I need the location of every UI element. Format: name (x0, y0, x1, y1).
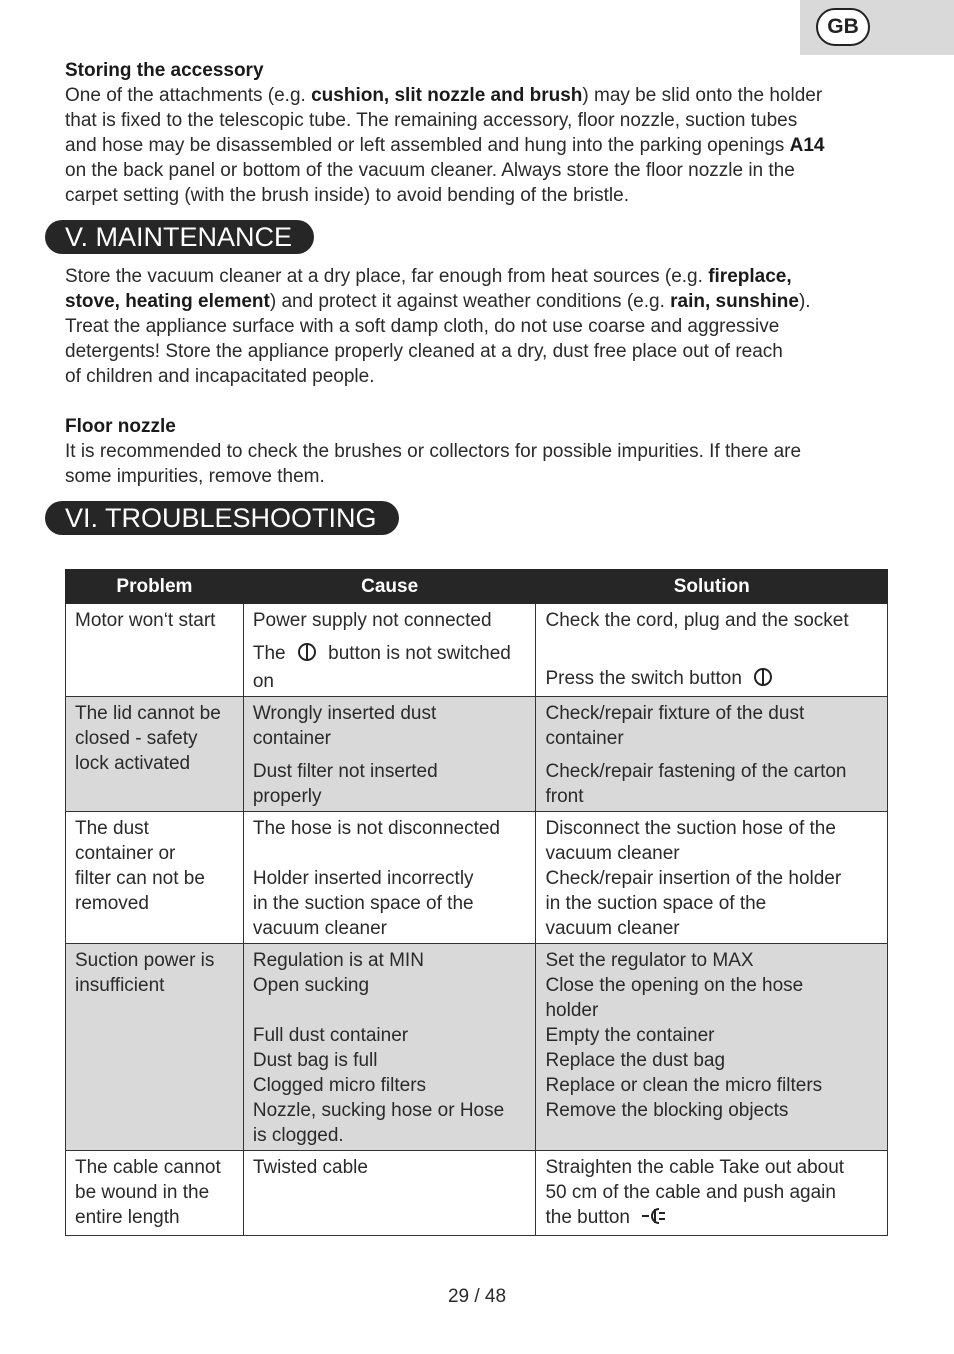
maintenance-heading: V. MAINTENANCE (45, 220, 314, 254)
table-row (66, 1151, 888, 1236)
problem-cell: The lid cannot be closed - safety lock activated (66, 697, 244, 812)
table-row (66, 604, 888, 697)
cable-rewind-icon (641, 1206, 667, 1233)
power-switch-icon (753, 667, 773, 694)
troubleshooting-table (65, 569, 888, 1236)
floor-nozzle-title: Floor nozzle (65, 416, 176, 437)
cause-cell: Power supply not connected The button is not switched on (243, 604, 536, 697)
column-header-solution: Solution (536, 570, 888, 604)
table-header-row (66, 570, 888, 604)
storing-title: Storing the accessory (65, 60, 264, 81)
column-header-cause: Cause (243, 570, 536, 604)
language-badge: GB (816, 8, 870, 46)
column-header-problem: Problem (66, 570, 244, 604)
troubleshooting-heading: VI. TROUBLESHOOTING (45, 501, 399, 535)
solution-cell: Check/repair fixture of the dust container Check/repair fastening of the carton front (536, 697, 888, 812)
solution-cell: Set the regulator to MAX Close the opening on the hose holder Empty the container Replace the dust bag Replace or clean the micro filters Remove the blocking objects (536, 944, 888, 1151)
problem-cell: The dust container or filter can not be removed (66, 812, 244, 944)
maintenance-paragraph: Store the vacuum cleaner at a dry place, far enough from heat sources (e.g. fireplace, stove, heating element) and protect it against weather conditions (e.g. rain, sunshine). Treat the appliance surface with a soft damp cloth, do not use coarse and aggressive detergents! Store the appliance properly cleaned at a dry, dust free place out of reach of children and incapacitated people. (65, 266, 811, 387)
cause-cell: The hose is not disconnected Holder inserted incorrectly in the suction space of the vacuum cleaner (243, 812, 536, 944)
cause-cell: Regulation is at MIN Open sucking Full dust container Dust bag is full Clogged micro filters Nozzle, sucking hose or Hose is clogged. (243, 944, 536, 1151)
cause-cell: Wrongly inserted dust container Dust filter not inserted properly (243, 697, 536, 812)
problem-cell: Suction power is insufficient (66, 944, 244, 1151)
table-row (66, 697, 888, 812)
table-row (66, 812, 888, 944)
solution-cell: Straighten the cable Take out about 50 cm of the cable and push again the button (536, 1151, 888, 1236)
solution-cell: Check the cord, plug and the socket Press the switch button (536, 604, 888, 697)
floor-nozzle-paragraph: It is recommended to check the brushes or collectors for possible impurities. If there are some impurities, remove them. (65, 441, 802, 487)
storing-paragraph: One of the attachments (e.g. cushion, slit nozzle and brush) may be slid onto the holder that is fixed to the telescopic tube. The remaining accessory, floor nozzle, suction tubes and hose may be disassembled or left assembled and hung into the parking openings A14 on the back panel or bottom of the vacuum cleaner. Always store the floor nozzle in the carpet setting (with the brush inside) to avoid bending of the bristle. (65, 85, 825, 206)
solution-cell: Disconnect the suction hose of the vacuum cleaner Check/repair insertion of the holder in the suction space of the vacuum cleaner (536, 812, 888, 944)
page-content (65, 58, 890, 545)
power-switch-icon (297, 642, 317, 669)
cause-cell: Twisted cable (243, 1151, 536, 1236)
problem-cell: The cable cannot be wound in the entire length (66, 1151, 244, 1236)
page-number: 29 / 48 (447, 1286, 507, 1307)
table-row (66, 944, 888, 1151)
problem-cell: Motor won‘t start (66, 604, 244, 697)
language-tab (800, 0, 954, 55)
